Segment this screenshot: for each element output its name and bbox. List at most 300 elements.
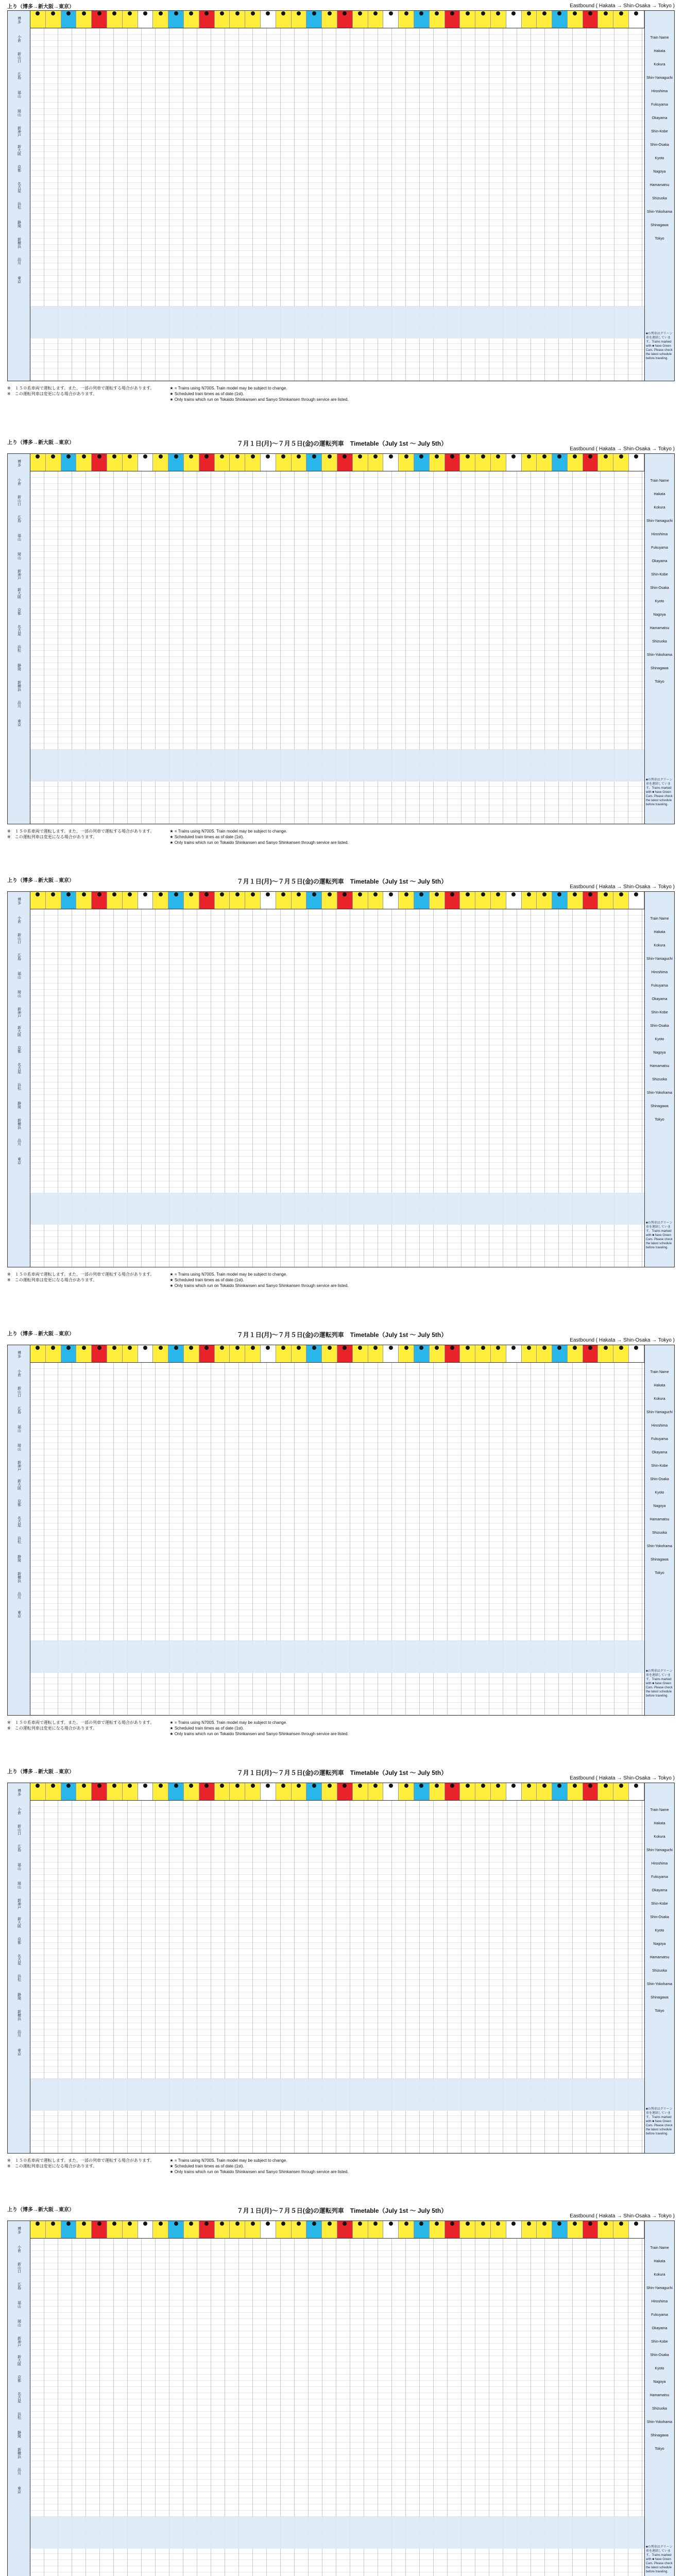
station-label-ja: 京都 — [17, 2375, 21, 2382]
train-column-header — [399, 892, 414, 909]
seat-dot-icon — [634, 2222, 638, 2226]
seat-dot-icon — [82, 1346, 86, 1350]
train-column-header — [613, 892, 629, 909]
train-column-header — [199, 1345, 215, 1362]
train-column-header — [337, 1345, 353, 1362]
station-label-en: Fukuyama — [651, 984, 668, 988]
train-column-header — [138, 892, 153, 909]
station-label-ja: 品川 — [17, 258, 21, 265]
station-label-ja: 新大阪 — [17, 2354, 21, 2366]
seat-dot-icon — [204, 454, 209, 459]
train-column-header — [506, 1783, 522, 1800]
train-column-header — [475, 1345, 491, 1362]
train-column-header — [445, 892, 460, 909]
train-column-header — [184, 454, 199, 471]
seat-dot-icon — [511, 892, 516, 896]
train-column-header — [430, 1783, 445, 1800]
station-label-ja: 新大阪 — [17, 587, 21, 599]
seat-dot-icon — [204, 1784, 209, 1788]
station-label-ja: 新神戸 — [17, 1007, 21, 1018]
seat-dot-icon — [328, 1346, 332, 1350]
train-column-header — [292, 11, 307, 28]
train-column-header — [138, 11, 153, 28]
station-label-en: Nagoya — [653, 613, 666, 617]
train-column-header — [368, 1783, 384, 1800]
train-column-header — [445, 1345, 460, 1362]
train-column-header — [522, 454, 537, 471]
train-column-header — [230, 1783, 245, 1800]
seat-dot-icon — [36, 11, 40, 15]
seat-dot-icon — [328, 2222, 332, 2226]
station-label-en: Shin-Kobe — [651, 1464, 668, 1468]
seat-dot-icon — [159, 1346, 163, 1350]
seat-dot-icon — [220, 11, 224, 15]
station-label-en: Tokyo — [655, 1118, 664, 1122]
seat-dot-icon — [619, 454, 623, 459]
train-column-header — [552, 11, 568, 28]
seat-dot-icon — [542, 1784, 546, 1788]
seat-dot-icon — [281, 892, 285, 896]
train-column-header — [199, 2221, 215, 2238]
train-column-header — [522, 11, 537, 28]
train-column-header — [583, 1345, 598, 1362]
station-label-ja: 広島 — [17, 953, 21, 960]
station-label-en: Shizuoka — [652, 1969, 667, 1973]
seat-dot-icon — [312, 454, 316, 459]
notes: ※ １５０系車両で運転します。また、一部の列車で運転する場合があります。 ※ この運転列車は変更になる場合があります。 ★ = Trains using N700S. Train model may be subject to change. ★ Scheduled train times as of date (1st). ★ Only trains which run on Tokaido Shinkansen and Sanyo Shinkansen through service are listed. — [7, 386, 349, 402]
train-column-header — [92, 1345, 107, 1362]
seat-dot-icon — [496, 11, 500, 15]
train-column-header — [430, 2221, 445, 2238]
station-label-en: Nagoya — [653, 170, 666, 174]
station-label-en: Hamamatsu — [649, 1064, 670, 1068]
station-label-en: Shizuoka — [652, 640, 667, 643]
train-column-header — [629, 454, 644, 471]
train-column-header — [537, 1783, 552, 1800]
station-label-ja: 東京 — [17, 2486, 21, 2494]
station-label-ja: 東京 — [17, 1611, 21, 1618]
station-label-ja: 静岡 — [17, 1993, 21, 2000]
seat-dot-icon — [189, 1346, 193, 1350]
train-column-header — [168, 454, 184, 471]
station-label-ja: 名古屋 — [17, 624, 21, 636]
seat-dot-icon — [634, 1784, 638, 1788]
seat-dot-icon — [204, 11, 209, 15]
seat-dot-icon — [159, 1784, 163, 1788]
train-column-header — [552, 892, 568, 909]
train-column-header — [46, 11, 61, 28]
seat-dot-icon — [51, 11, 55, 15]
seat-dot-icon — [82, 892, 86, 896]
station-label-en: Hakata — [654, 2260, 665, 2263]
seat-dot-icon — [466, 2222, 470, 2226]
train-column-header — [292, 2221, 307, 2238]
seat-dot-icon — [328, 11, 332, 15]
station-label-en: Shin-Yamaguchi — [646, 76, 673, 80]
train-column-header — [522, 1783, 537, 1800]
station-label-ja: 博多 — [17, 897, 21, 905]
train-column-header — [583, 2221, 598, 2238]
seat-dot-icon — [389, 11, 393, 15]
train-column-header — [199, 892, 215, 909]
seat-dot-icon — [511, 1346, 516, 1350]
train-column-header — [598, 1783, 613, 1800]
station-label-en: Okayama — [652, 2327, 668, 2330]
station-label-en: Shin-Yamaguchi — [646, 1411, 673, 1414]
station-label-en: Shin-Osaka — [650, 1478, 669, 1481]
timetable-page-2: 上り（博多→新大阪→東京） ７月１日(月)〜７月５日(金)の運転列車 Timetable（July 1st 〜 July 5th） Eastbound ( Hakata → Shin-Osaka → Tokyo ) 博多 小倉 新山口 広島 福山 岡山 新神戸 新大阪 京都 名古屋 浜松 静岡 新横浜 品川 東京 Train Name Hakata Kokura Shin-Yamaguchi Hiroshima Fukuyama Okayama Shin-Kobe Shin-Osaka Kyoto Nagoya Hamamatsu Shizuoka Shin-Yokohama Shinagawa Tokyo ※ １５０系車両で運転します。また、一部の列車で運転する場合があります。 ※ この運転列車は変更になる場合があります。 ★ = Trains using N700S. Train model may be subject to change. ★ Scheduled train times as of date (1st). ★ Only trains which run on Tokaido Shinkansen and Sanyo Shinkansen through service are listed. ■の列車はグリーン車を連結しています。Trains marked with ■ have Green Cars. Please check the latest schedule before traveling. — [0, 438, 684, 860]
train-column-header — [414, 1345, 430, 1362]
seat-dot-icon — [481, 892, 485, 896]
corner-label: Train Name — [650, 2246, 669, 2250]
train-column-header — [230, 892, 245, 909]
timetable-body — [30, 28, 644, 381]
seat-dot-icon — [174, 11, 178, 15]
train-column-header — [445, 1783, 460, 1800]
station-label-ja: 名古屋 — [17, 1954, 21, 1965]
train-column-header — [537, 454, 552, 471]
station-label-en: Kokura — [654, 1397, 665, 1401]
seat-dot-icon — [343, 2222, 347, 2226]
corner-label: Train Name — [650, 1370, 669, 1374]
train-column-header — [613, 1783, 629, 1800]
seat-dot-icon — [235, 1784, 240, 1788]
station-label-en: Kyoto — [655, 600, 664, 603]
seat-dot-icon — [588, 1784, 592, 1788]
station-label-ja: 岡山 — [17, 1444, 21, 1451]
seat-dot-icon — [251, 1784, 255, 1788]
seat-dot-icon — [297, 2222, 301, 2226]
train-column-header — [61, 2221, 77, 2238]
train-column-header — [138, 1345, 153, 1362]
station-label-ja: 静岡 — [17, 664, 21, 671]
train-column-header — [383, 1345, 399, 1362]
direction-ja: 上り（博多→新大阪→東京） — [7, 440, 74, 446]
seat-dot-icon — [312, 892, 316, 896]
train-column-header — [46, 2221, 61, 2238]
seat-dot-icon — [189, 454, 193, 459]
train-column-header — [568, 892, 583, 909]
station-label-ja: 品川 — [17, 2030, 21, 2037]
station-label-ja: 京都 — [17, 1937, 21, 1944]
timetable-grid — [7, 453, 675, 824]
station-label-ja: 福山 — [17, 1863, 21, 1870]
seat-dot-icon — [435, 1346, 439, 1350]
seat-dot-icon — [573, 454, 577, 459]
station-label-en: Shin-Yamaguchi — [646, 1849, 673, 1852]
station-label-ja: 新神戸 — [17, 569, 21, 580]
seat-dot-icon — [450, 11, 454, 15]
train-column-header — [46, 1783, 61, 1800]
seat-dot-icon — [511, 1784, 516, 1788]
train-column-header — [537, 892, 552, 909]
train-column-header — [76, 454, 92, 471]
train-column-header — [292, 1783, 307, 1800]
seat-dot-icon — [511, 454, 516, 459]
train-column-header — [168, 2221, 184, 2238]
seat-dot-icon — [112, 11, 116, 15]
station-label-en: Shinagawa — [651, 1558, 669, 1562]
train-column-header — [199, 11, 215, 28]
train-column-header — [230, 1345, 245, 1362]
station-label-ja: 広島 — [17, 2282, 21, 2290]
station-label-en: Shinagawa — [651, 667, 669, 670]
station-label-ja: 小倉 — [17, 2245, 21, 2252]
station-label-ja: 新山口 — [17, 933, 21, 944]
station-label-ja: 京都 — [17, 608, 21, 615]
train-column-header — [184, 1345, 199, 1362]
station-label-en: Tokyo — [655, 1571, 664, 1575]
seat-dot-icon — [343, 1784, 347, 1788]
train-column-header — [353, 892, 368, 909]
seat-dot-icon — [251, 11, 255, 15]
seat-dot-icon — [373, 2222, 378, 2226]
seat-dot-icon — [557, 2222, 561, 2226]
seat-dot-icon — [36, 454, 40, 459]
station-label-ja: 博多 — [17, 460, 21, 467]
seat-dot-icon — [573, 1346, 577, 1350]
seat-dot-icon — [174, 1346, 178, 1350]
train-column-header — [506, 892, 522, 909]
station-label-ja: 品川 — [17, 1139, 21, 1146]
seat-dot-icon — [159, 11, 163, 15]
seat-dot-icon — [435, 892, 439, 896]
station-label-en: Shin-Osaka — [650, 586, 669, 590]
station-label-en: Okayama — [652, 997, 668, 1001]
seat-dot-icon — [373, 11, 378, 15]
train-column-header — [537, 11, 552, 28]
station-label-ja: 新山口 — [17, 1386, 21, 1397]
station-label-ja: 小倉 — [17, 1807, 21, 1815]
station-label-en: Shin-Kobe — [651, 1902, 668, 1906]
station-label-ja: 静岡 — [17, 1555, 21, 1562]
train-column-header — [184, 2221, 199, 2238]
station-label-ja: 品川 — [17, 2468, 21, 2475]
seat-dot-icon — [281, 454, 285, 459]
seat-dot-icon — [128, 454, 132, 459]
train-column-header — [491, 11, 506, 28]
train-column-header — [61, 1783, 77, 1800]
train-column-header — [537, 1345, 552, 1362]
train-column-header — [568, 1345, 583, 1362]
seat-dot-icon — [297, 892, 301, 896]
station-label-ja: 広島 — [17, 72, 21, 79]
train-column-header — [522, 1345, 537, 1362]
train-column-header — [276, 11, 292, 28]
seat-dot-icon — [66, 1784, 71, 1788]
seat-dot-icon — [588, 454, 592, 459]
notes: ※ １５０系車両で運転します。また、一部の列車で運転する場合があります。 ※ この運転列車は変更になる場合があります。 ★ = Trains using N700S. Train model may be subject to change. ★ Scheduled train times as of date (1st). ★ Only trains which run on Tokaido Shinkansen and Sanyo Shinkansen through service are listed. — [7, 829, 349, 845]
train-column-header — [414, 454, 430, 471]
train-column-header — [306, 1783, 322, 1800]
station-label-en: Nagoya — [653, 2380, 666, 2384]
station-label-ja: 博多 — [17, 16, 21, 24]
seat-dot-icon — [66, 892, 71, 896]
seat-dot-icon — [128, 2222, 132, 2226]
train-column-header — [568, 11, 583, 28]
seat-dot-icon — [496, 2222, 500, 2226]
train-column-header — [414, 11, 430, 28]
station-label-en: Hiroshima — [651, 90, 668, 93]
seat-dot-icon — [189, 892, 193, 896]
seat-dot-icon — [266, 1346, 270, 1350]
seat-dot-icon — [527, 11, 531, 15]
station-label-en: Shinagawa — [651, 1996, 669, 1999]
seat-dot-icon — [389, 1346, 393, 1350]
train-column-header — [506, 1345, 522, 1362]
seat-dot-icon — [358, 892, 362, 896]
station-label-en: Kokura — [654, 63, 665, 66]
seat-dot-icon — [527, 1784, 531, 1788]
seat-dot-icon — [66, 11, 71, 15]
station-label-en: Hakata — [654, 49, 665, 53]
train-column-header — [261, 11, 276, 28]
station-label-ja: 浜松 — [17, 1974, 21, 1981]
train-column-header — [292, 454, 307, 471]
train-column-header — [383, 892, 399, 909]
seat-dot-icon — [404, 1346, 408, 1350]
seat-dot-icon — [496, 1784, 500, 1788]
direction-en: Eastbound ( Hakata → Shin-Osaka → Tokyo ) — [570, 446, 675, 452]
station-label-en: Hakata — [654, 930, 665, 934]
seat-dot-icon — [435, 2222, 439, 2226]
train-column-header — [598, 11, 613, 28]
seat-dot-icon — [604, 2222, 608, 2226]
seat-dot-icon — [358, 1784, 362, 1788]
seat-dot-icon — [404, 454, 408, 459]
seat-dot-icon — [450, 454, 454, 459]
station-label-ja: 新神戸 — [17, 1898, 21, 1909]
train-column-header — [506, 454, 522, 471]
train-column-header — [245, 892, 261, 909]
train-column-header — [30, 1345, 46, 1362]
seat-dot-icon — [251, 2222, 255, 2226]
train-column-header — [414, 892, 430, 909]
train-column-header — [76, 1783, 92, 1800]
seat-dot-icon — [328, 892, 332, 896]
station-label-en: Shin-Yokohama — [646, 1982, 673, 1986]
train-column-header — [552, 1783, 568, 1800]
station-label-ja: 岡山 — [17, 109, 21, 116]
seat-dot-icon — [97, 892, 101, 896]
station-column-ja — [8, 11, 30, 381]
train-column-header — [107, 2221, 123, 2238]
train-column-header — [598, 892, 613, 909]
seat-dot-icon — [281, 1346, 285, 1350]
seat-dot-icon — [189, 1784, 193, 1788]
train-column-header — [629, 1345, 644, 1362]
seat-dot-icon — [281, 2222, 285, 2226]
seat-dot-icon — [527, 892, 531, 896]
seat-dot-icon — [143, 1346, 147, 1350]
train-column-header — [245, 454, 261, 471]
train-column-header — [629, 1783, 644, 1800]
train-column-header — [368, 11, 384, 28]
train-column-header — [276, 1783, 292, 1800]
seat-dot-icon — [97, 1784, 101, 1788]
train-column-header — [475, 892, 491, 909]
station-label-en: Kokura — [654, 2273, 665, 2277]
seat-dot-icon — [312, 11, 316, 15]
train-column-header — [107, 454, 123, 471]
seat-dot-icon — [51, 1784, 55, 1788]
seat-dot-icon — [174, 1784, 178, 1788]
train-column-header — [153, 454, 168, 471]
train-column-header — [107, 11, 123, 28]
seat-dot-icon — [450, 1346, 454, 1350]
seat-dot-icon — [297, 1346, 301, 1350]
seat-dot-icon — [542, 454, 546, 459]
train-column-header — [92, 1783, 107, 1800]
train-column-header — [184, 892, 199, 909]
train-column-header — [368, 1345, 384, 1362]
seat-dot-icon — [82, 1784, 86, 1788]
train-column-header — [306, 2221, 322, 2238]
seat-dot-icon — [112, 454, 116, 459]
station-label-en: Shin-Osaka — [650, 143, 669, 147]
direction-ja: 上り（博多→新大阪→東京） — [7, 4, 74, 10]
station-label-ja: 福山 — [17, 972, 21, 979]
seat-dot-icon — [235, 2222, 240, 2226]
direction-en: Eastbound ( Hakata → Shin-Osaka → Tokyo ) — [570, 3, 675, 9]
train-column-header — [30, 11, 46, 28]
train-column-header — [306, 892, 322, 909]
train-column-header — [276, 892, 292, 909]
seat-dot-icon — [573, 892, 577, 896]
seat-dot-icon — [82, 454, 86, 459]
seat-dot-icon — [51, 2222, 55, 2226]
train-column-header — [107, 892, 123, 909]
train-column-header — [168, 1345, 184, 1362]
station-label-ja: 新山口 — [17, 52, 21, 63]
train-column-header — [337, 892, 353, 909]
seat-dot-icon — [557, 11, 561, 15]
station-label-en: Fukuyama — [651, 2313, 668, 2317]
seat-dot-icon — [143, 1784, 147, 1788]
train-column-header — [215, 454, 230, 471]
station-label-en: Hiroshima — [651, 533, 668, 536]
station-label-ja: 東京 — [17, 276, 21, 283]
station-label-en: Shin-Osaka — [650, 2353, 669, 2357]
train-column-header — [337, 2221, 353, 2238]
seat-dot-icon — [312, 1346, 316, 1350]
station-label-en: Hamamatsu — [649, 2394, 670, 2397]
seat-dot-icon — [481, 1346, 485, 1350]
train-column-header — [61, 454, 77, 471]
station-label-ja: 新横浜 — [17, 1571, 21, 1583]
train-column-header — [445, 2221, 460, 2238]
train-column-header — [153, 1783, 168, 1800]
seat-dot-icon — [419, 11, 423, 15]
seat-dot-icon — [266, 11, 270, 15]
train-column-header — [322, 454, 337, 471]
station-label-ja: 福山 — [17, 534, 21, 541]
seat-dot-icon — [419, 2222, 423, 2226]
seat-dot-icon — [358, 1346, 362, 1350]
train-column-header — [613, 454, 629, 471]
station-label-en: Kokura — [654, 506, 665, 510]
train-column-header — [414, 2221, 430, 2238]
seat-dot-icon — [419, 1346, 423, 1350]
station-label-ja: 広島 — [17, 1844, 21, 1852]
station-label-ja: 名古屋 — [17, 181, 21, 193]
seat-dot-icon — [328, 454, 332, 459]
station-label-en: Hakata — [654, 1384, 665, 1387]
station-label-ja: 静岡 — [17, 1101, 21, 1109]
seat-dot-icon — [419, 1784, 423, 1788]
seat-dot-icon — [297, 1784, 301, 1788]
seat-dot-icon — [189, 11, 193, 15]
